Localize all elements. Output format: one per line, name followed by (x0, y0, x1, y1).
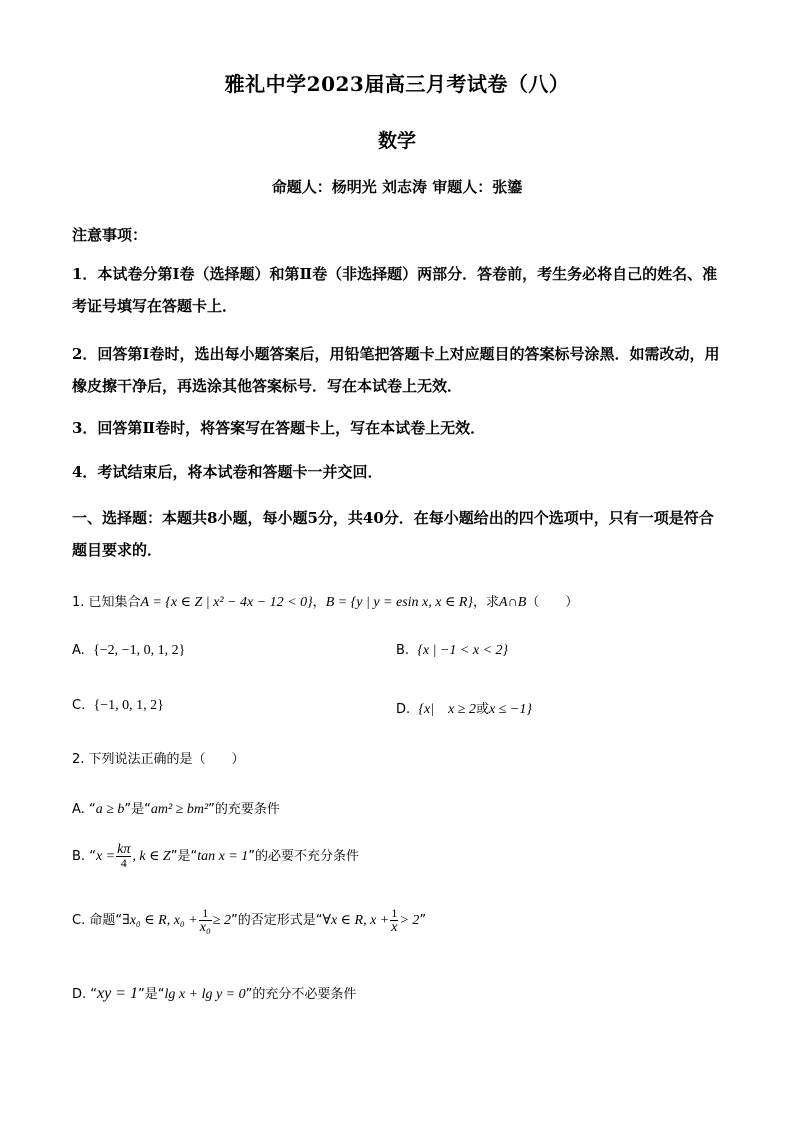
question-2-stem: 2. 下列说法正确的是（ ） (72, 752, 245, 767)
q1-option-d (396, 698, 532, 718)
option-label: C. (72, 913, 86, 928)
fraction-denominator: 4 (120, 856, 127, 870)
note-item-3: 3．回答第Ⅱ卷时，将答案写在答题卡上，写在本试卷上无效． (72, 419, 486, 437)
subject-title: 数学 (377, 130, 416, 152)
q1-option-c (72, 698, 164, 714)
note-item-2: 2．回答第Ⅰ卷时，选出每小题答案后，用铅笔把答题卡上对应题目的答案标号涂黑．如需改动，用橡皮擦干净后，再选涂其他答案标号．写在本试卷上无效． (72, 345, 720, 395)
quote: “ (88, 802, 96, 817)
fraction (116, 843, 131, 870)
text-fragment: ”的充分不必要条件 (245, 987, 357, 1002)
fraction (199, 907, 212, 934)
quote: “ (89, 849, 96, 864)
math-expr: am² ≥ bm² (150, 802, 209, 817)
q1-paren: （ ） (526, 595, 579, 610)
quote: “ (90, 987, 98, 1002)
q1-option-a (72, 643, 185, 659)
note-item-1: 1．本试卷分第Ⅰ卷（选择题）和第Ⅱ卷（非选择题）两部分．答卷前，考生务必将自己的姓名、准考证号填写在答题卡上． (72, 265, 718, 315)
notes-heading: 注意事项： (72, 226, 148, 244)
option-value: {−2, −1, 0, 1, 2} (93, 643, 186, 658)
option-value-part2: x ≤ −1} (489, 702, 532, 717)
authors-line: 命题人：杨明光 刘志涛 审题人：张鎏 (271, 178, 523, 196)
fraction-numerator: 1 (391, 906, 398, 920)
q2-option-a (72, 798, 280, 818)
fraction-denominator: x (391, 920, 398, 935)
exam-title: 雅礼中学2023届高三月考试卷（八） (224, 72, 570, 96)
fraction-numerator: kπ (117, 842, 131, 857)
section-heading: 一、选择题：本题共8小题，每小题5分，共40分．在每小题给出的四个选项中，只有一项是符合题目要求的． (72, 509, 714, 559)
option-label: B. (396, 643, 410, 658)
math-expr: > 2 (399, 913, 420, 928)
math-expr: ∀x ∈ R, x + (322, 913, 390, 928)
q1-suffix: ，求 (473, 595, 500, 610)
q2-option-d (72, 983, 356, 1003)
math-expr: lg x + lg y = 0 (164, 987, 246, 1002)
math-expr: x = (95, 849, 116, 864)
option-label: D. (72, 987, 87, 1002)
option-label: D. (396, 702, 411, 717)
math-expr: ∃x₀ ∈ R, x₀ + (122, 913, 198, 928)
q1-comma: ， (312, 595, 326, 610)
q2-option-b (72, 843, 359, 870)
note-item-4: 4．考试结束后，将本试卷和答题卡一并交回． (72, 463, 383, 481)
option-value-part1: {x| x ≥ 2 (418, 702, 476, 717)
option-label: C. (72, 698, 86, 713)
option-value: {−1, 0, 1, 2} (93, 698, 164, 713)
q2-option-c (72, 907, 426, 934)
q1-set-a: A = {x ∈ Z | x² − 4x − 12 < 0} (140, 595, 313, 610)
question-1-stem (72, 591, 578, 611)
math-expr: ≥ 2 (212, 913, 232, 928)
q1-set-b: B = {y | y = esin x, x ∈ R} (325, 595, 474, 610)
option-label: B. (72, 849, 86, 864)
q1-option-b (396, 643, 508, 659)
text-fragment: ”的充要条件 (208, 802, 280, 817)
math-expr: a ≥ b (95, 802, 125, 817)
q1-prefix: 1. 已知集合 (72, 595, 141, 610)
text-fragment: ”是“ (124, 802, 151, 817)
math-expr: , k ∈ Z (132, 849, 171, 864)
text-fragment: ” (419, 913, 427, 928)
math-expr: tan x = 1 (197, 849, 249, 864)
option-value: {x | −1 < x < 2} (417, 643, 509, 658)
text-fragment: 命题“ (89, 913, 123, 928)
option-label: A. (72, 802, 85, 817)
text-fragment: ”是“ (170, 849, 198, 864)
option-label: A. (72, 643, 85, 658)
fraction-numerator: 1 (199, 907, 212, 921)
option-or: 或 (475, 702, 489, 717)
text-fragment: ”是“ (138, 987, 165, 1002)
math-expr: xy = 1 (97, 985, 139, 1002)
text-fragment: ”的否定形式是“ (231, 913, 323, 928)
text-fragment: ”的必要不充分条件 (248, 849, 360, 864)
fraction (390, 907, 398, 934)
q1-target: A∩B (499, 595, 527, 610)
fraction-denominator: x₀ (199, 920, 211, 935)
